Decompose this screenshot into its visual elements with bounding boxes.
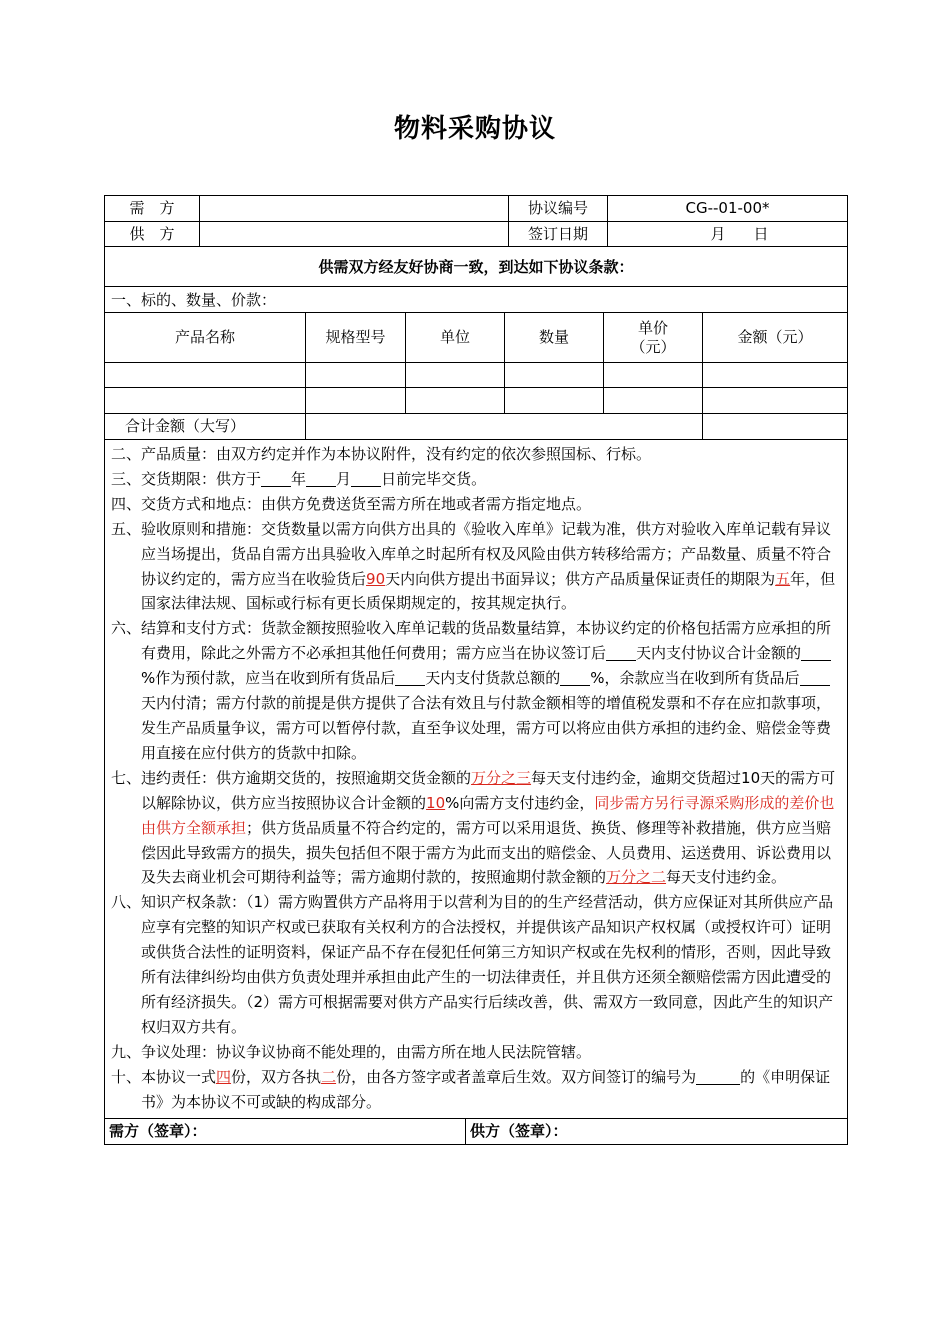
- supplier-signature[interactable]: 供方（签章）：: [470, 1122, 568, 1141]
- buyer-label: 需 方: [105, 196, 200, 221]
- clauses-block: [105, 440, 847, 1119]
- penalty-percent: 10: [426, 793, 446, 812]
- signature-row: [105, 1119, 847, 1144]
- copies-total: 四: [216, 1067, 232, 1086]
- clause-5: 五、 验收原则和措施：交货数量以需方向供方出具的《验收入库单》记载为准，供方对验收入库单记载有异议应当场提出，货品自需方出具验收入库单之时起所有权及风险由供方转移给需方；产品数量、质量不符合协议约定的，需方应当在收验货后90天内向供方提出书面异议；供方产品质量保证责任的期限为五年，但国家法律法规、国标或行标有更长质保期规定的，按其规定执行。: [111, 519, 836, 613]
- section1-title: 一、标的、数量、价款：: [105, 287, 847, 313]
- cell-quantity[interactable]: [505, 388, 604, 413]
- cell-unit[interactable]: [406, 388, 505, 413]
- supplier-row: [105, 222, 847, 247]
- sign-date-label: 签订日期: [509, 222, 608, 246]
- total-label: 合计金额（大写）: [105, 414, 306, 439]
- prepay-days-blank[interactable]: [606, 643, 636, 661]
- cell-spec[interactable]: [306, 363, 406, 387]
- late-payment-rate: 万分之二: [606, 868, 667, 887]
- col-product-name: 产品名称: [105, 313, 306, 362]
- sign-date-day: 日: [753, 224, 769, 243]
- cell-amount[interactable]: [703, 363, 847, 387]
- total-row: [105, 414, 847, 440]
- buyer-row: [105, 196, 847, 222]
- sign-date-month: 月: [710, 224, 726, 243]
- supplier-label: 供 方: [105, 222, 200, 246]
- table-row: [105, 388, 847, 414]
- total-amount-field[interactable]: [306, 414, 703, 439]
- cell-spec[interactable]: [306, 388, 406, 413]
- agreement-table: [104, 195, 848, 1145]
- sign-date-field[interactable]: [608, 222, 847, 246]
- cell-product-name[interactable]: [105, 388, 306, 413]
- payment-percent-blank[interactable]: [560, 668, 590, 686]
- price-difference-note: 同步需方另行寻源采购形成的差价也由供方全额承担: [141, 793, 835, 837]
- document-title: 物料采购协议: [393, 114, 556, 144]
- delivery-year-blank[interactable]: [261, 469, 291, 487]
- agreement-no-label: 协议编号: [509, 196, 608, 221]
- clause-10: 十、 本协议一式四份，双方各执二份，由各方签字或者盖章后生效。双方间签订的编号为 的《申明保证书》为本协议不可或缺的构成部分。: [111, 1067, 831, 1111]
- total-spare-cell: [703, 414, 847, 439]
- cell-product-name[interactable]: [105, 363, 306, 387]
- cell-unit-price[interactable]: [604, 363, 703, 387]
- supplier-field[interactable]: [200, 222, 509, 246]
- cell-unit[interactable]: [406, 363, 505, 387]
- clause-9: 九、 争议处理：协议争议协商不能处理的，由需方所在地人民法院管辖。: [111, 1042, 592, 1061]
- buyer-field[interactable]: [200, 196, 509, 221]
- col-amount: 金额（元）: [737, 328, 813, 346]
- product-table-header: [105, 313, 847, 363]
- col-spec: 规格型号: [306, 313, 406, 362]
- delivery-month-blank[interactable]: [306, 469, 336, 487]
- balance-days-blank[interactable]: [800, 668, 830, 686]
- clause-3: 三、 交货期限：供方于 年 月 日前完毕交货。: [111, 469, 487, 488]
- late-delivery-rate: 万分之三: [471, 768, 532, 787]
- clause-8: 八、 知识产权条款：（1）需方购置供方产品将用于以营利为目的的生产经营活动，供方应保证对其所供应产品应享有完整的知识产权或已获取有关权利方的合法授权，并提供该产品知识产权权属（或授权许可）证明或供货合法性的证明资料，保证产品不存在侵犯任何第三方知识产权或在先权利的情形，否则，因此导致所有法律纠纷均由供方负责处理并承担由此产生的一切法律责任，并且供方还须全额赔偿需方因此遭受的所有经济损失。（2）需方可根据需要对供方产品实行后续改善，供、需双方一致同意，因此产生的知识产权归双方共有。: [111, 893, 834, 1036]
- col-quantity: 数量: [505, 313, 604, 362]
- payment-days-blank[interactable]: [395, 668, 425, 686]
- clause-7: 七、 违约责任：供方逾期交货的，按照逾期交货金额的万分之三每天支付违约金，逾期交货超过10天的需方可以解除协议，供方应当按照协议合计金额的10%向需方支付违约金，同步需方另行寻源采购形成的差价也由供方全额承担；供方货品质量不符合约定的，需方可以采用退货、换货、修理等补救措施，供方应当赔偿因此导致需方的损失，损失包括但不限于需方为此而支出的赔偿金、人员费用、运送费用、诉讼费用以及失去商业机会可期待利益等；需方逾期付款的，按照逾期付款金额的万分之二每天支付违约金。: [111, 768, 836, 887]
- copies-each: 二: [321, 1067, 337, 1086]
- cell-unit-price[interactable]: [604, 388, 703, 413]
- declaration-number-blank[interactable]: [696, 1067, 740, 1085]
- prepay-percent-blank[interactable]: [801, 643, 831, 661]
- delivery-day-blank[interactable]: [351, 469, 381, 487]
- clause-4: 四、 交货方式和地点：由供方免费送货至需方所在地或者需方指定地点。: [111, 494, 592, 513]
- table-row: [105, 363, 847, 388]
- intro-banner: 供需双方经友好协商一致，到达如下协议条款：: [105, 247, 847, 287]
- buyer-signature[interactable]: 需方（签章）：: [105, 1119, 466, 1144]
- col-unit: 单位: [406, 313, 505, 362]
- clause-2: 二、 产品质量：由双方约定并作为本协议附件，没有约定的依次参照国标、行标。: [111, 445, 652, 463]
- cell-quantity[interactable]: [505, 363, 604, 387]
- col-unit-price: 单价（元）: [604, 313, 703, 362]
- cell-amount[interactable]: [703, 388, 847, 413]
- inspection-days: 90: [366, 569, 386, 588]
- agreement-no-field[interactable]: CG--01-00*: [685, 199, 770, 217]
- warranty-years: 五: [775, 569, 791, 588]
- clause-6: 六、 结算和支付方式：货款金额按照验收入库单记载的货品数量结算，本协议约定的价格包括需方应承担的所有费用，除此之外需方不必承担其他任何费用；需方应当在协议签订后 天内支付协议合计金额的%作为预付款，应当在收到所有货品后 天内支付货款总额的 %，余款应当在收到所有货品后天内付清；需方付款的前提是供方提供了合法有效且与付款金额相等的增值税发票和不存在应扣款事项，发生产品质量争议，需方可以暂停付款，直至争议处理，需方可以将应由供方承担的违约金、赔偿金等费用直接在应付供方的货款中扣除。: [111, 619, 832, 762]
